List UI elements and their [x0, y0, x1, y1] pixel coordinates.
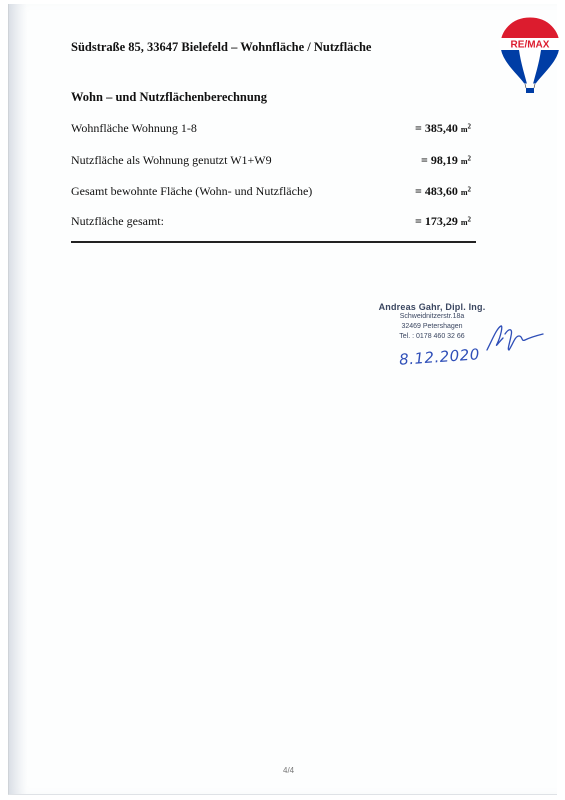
area-row — [71, 153, 471, 171]
stamp-name: Andreas Gahr, Dipl. Ing. — [378, 302, 486, 312]
area-row-label: Nutzfläche gesamt: — [71, 214, 164, 228]
document-header-title: Südstraße 85, 33647 Bielefeld – Wohnfläche / Nutzfläche — [71, 40, 372, 54]
area-row — [71, 121, 471, 139]
scan-shadow — [9, 4, 27, 794]
handwritten-date: 8.12.2020 — [398, 345, 481, 369]
logo-text: RE/MAX — [510, 39, 550, 51]
area-row-value: = 385,40 $m^2$ — [414, 121, 471, 135]
area-row-label: Wohnfläche Wohnung 1-8 — [71, 121, 197, 135]
area-row-label: Nutzfläche als Wohnung genutzt W1+W9 — [71, 153, 272, 167]
stamp-city: 32469 Petershagen — [401, 323, 463, 330]
stamp-phone: Tel. : 0178 460 32 66 — [399, 333, 465, 340]
document-page — [8, 4, 557, 795]
area-row — [71, 214, 471, 232]
stamp-street: Schweidnitzerstr.18a — [399, 313, 465, 320]
page-number: 4/4 — [283, 766, 295, 775]
remax-balloon-logo — [497, 14, 563, 96]
area-row-value: = 483,60 $m^2$ — [414, 184, 471, 198]
area-row-value: = 173,29 $m^2$ — [414, 214, 471, 228]
area-row — [71, 184, 471, 202]
total-divider — [71, 241, 476, 243]
handwritten-signature — [483, 320, 547, 356]
section-title: Wohn – und Nutzflächenberechnung — [71, 90, 267, 104]
engineer-stamp — [362, 302, 502, 342]
area-row-label: Gesamt bewohnte Fläche (Wohn- und Nutzfläche) — [71, 184, 313, 198]
area-row-value: = 98,19 $m^2$ — [420, 153, 471, 167]
